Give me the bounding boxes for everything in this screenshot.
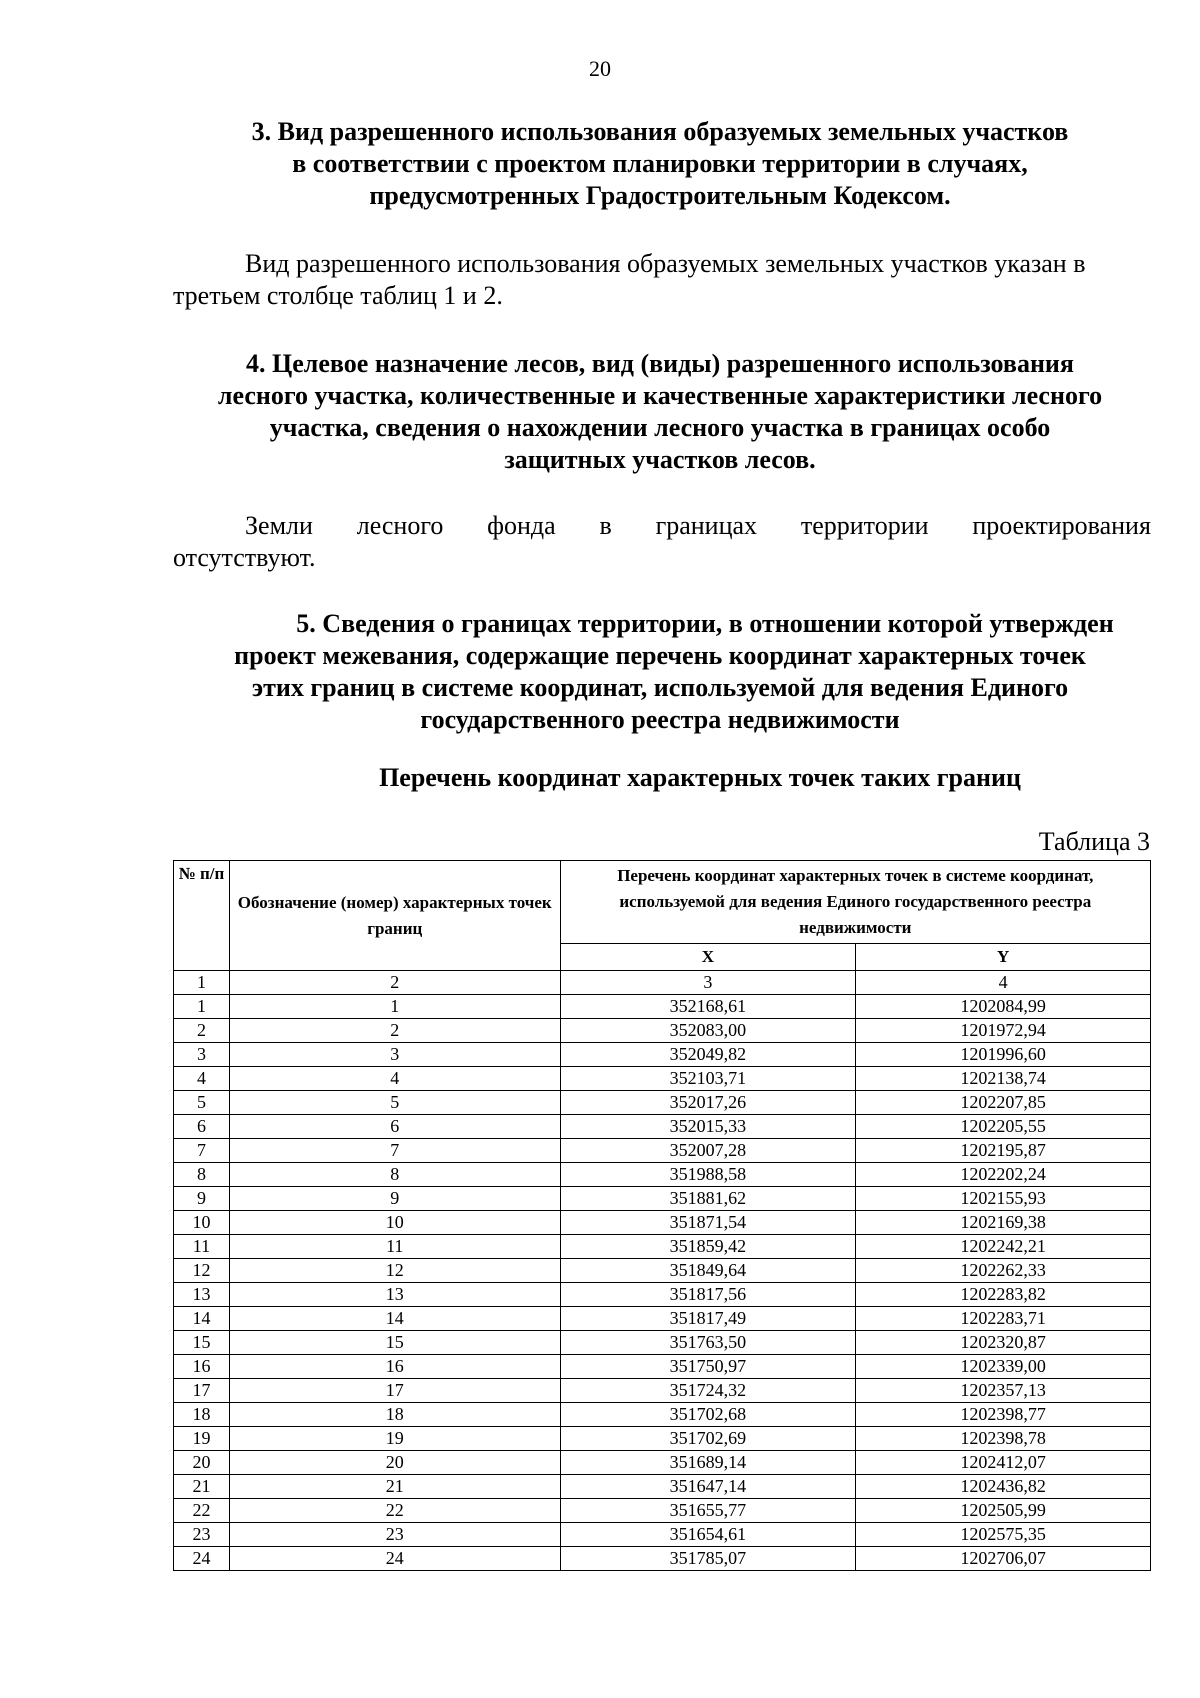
y-coordinate-cell: 1202205,55 — [856, 1115, 1151, 1139]
point-id-cell: 19 — [229, 1427, 560, 1451]
y-coordinate-cell: 1202398,78 — [856, 1427, 1151, 1451]
row-number-cell: 14 — [174, 1307, 230, 1331]
table-row — [174, 1403, 1151, 1427]
section-5-heading-line: 5. Сведения о границах территории, в отношении которой утвержден — [296, 609, 1114, 638]
x-coordinate-cell: 352015,33 — [560, 1115, 856, 1139]
table-row — [174, 1355, 1151, 1379]
section-4-heading-line: участка, сведения о нахождении лесного участка в границах особо — [269, 413, 1051, 442]
header-y: Y — [856, 944, 1151, 971]
row-number-cell: 12 — [174, 1259, 230, 1283]
section-3-paragraph: Вид разрешенного использования образуемых земельных участков указан в третьем столбце таблиц 1 и 2. — [173, 249, 1086, 310]
x-coordinate-cell: 351655,77 — [560, 1499, 856, 1523]
x-coordinate-cell: 351849,64 — [560, 1259, 856, 1283]
y-coordinate-cell: 1202320,87 — [856, 1331, 1151, 1355]
section-3-heading-line: 3. Вид разрешенного использования образуемых земельных участков — [251, 117, 1069, 146]
x-coordinate-cell: 351750,97 — [560, 1355, 856, 1379]
section-4-paragraph-line — [173, 510, 1151, 542]
word: проектирования — [972, 511, 1151, 540]
table-row — [174, 1187, 1151, 1211]
row-number-cell: 20 — [174, 1451, 230, 1475]
x-coordinate-cell: 352168,61 — [560, 995, 856, 1019]
table-row — [174, 1523, 1151, 1547]
table-row — [174, 1211, 1151, 1235]
table-row — [174, 1331, 1151, 1355]
table-caption: Таблица 3 — [1038, 827, 1150, 856]
header-coordinates: Перечень координат характерных точек в системе координат, используемой для ведения Единого государственного реестра недвижимости — [560, 861, 1150, 944]
numbering-cell: 3 — [560, 971, 856, 995]
coordinates-table — [173, 860, 1151, 1571]
section-4-heading-line: лесного участка, количественные и качественные характеристики лесного — [217, 381, 1103, 410]
y-coordinate-cell: 1202242,21 — [856, 1235, 1151, 1259]
row-number-cell: 4 — [174, 1067, 230, 1091]
row-number-cell: 11 — [174, 1235, 230, 1259]
point-id-cell: 8 — [229, 1163, 560, 1187]
table-row — [174, 1379, 1151, 1403]
y-coordinate-cell: 1202436,82 — [856, 1475, 1151, 1499]
row-number-cell: 22 — [174, 1499, 230, 1523]
table-row — [174, 1259, 1151, 1283]
point-id-cell: 12 — [229, 1259, 560, 1283]
row-number-cell: 23 — [174, 1523, 230, 1547]
point-id-cell: 18 — [229, 1403, 560, 1427]
x-coordinate-cell: 351724,32 — [560, 1379, 856, 1403]
x-coordinate-cell: 351817,49 — [560, 1307, 856, 1331]
table-row — [174, 1091, 1151, 1115]
section-5-heading — [170, 608, 1150, 736]
y-coordinate-cell: 1201996,60 — [856, 1043, 1151, 1067]
y-coordinate-cell: 1201972,94 — [856, 1019, 1151, 1043]
row-number-cell: 1 — [174, 995, 230, 1019]
y-coordinate-cell: 1202262,33 — [856, 1259, 1151, 1283]
word: фонда — [487, 511, 556, 540]
table-row — [174, 1235, 1151, 1259]
y-coordinate-cell: 1202283,71 — [856, 1307, 1151, 1331]
point-id-cell: 14 — [229, 1307, 560, 1331]
x-coordinate-cell: 351763,50 — [560, 1331, 856, 1355]
row-number-cell: 7 — [174, 1139, 230, 1163]
header-number: № п/п — [174, 861, 230, 971]
table-row — [174, 1451, 1151, 1475]
point-id-cell: 1 — [229, 995, 560, 1019]
section-4-paragraph-line: отсутствуют. — [173, 543, 316, 572]
point-id-cell: 3 — [229, 1043, 560, 1067]
point-id-cell: 4 — [229, 1067, 560, 1091]
y-coordinate-cell: 1202339,00 — [856, 1355, 1151, 1379]
y-coordinate-cell: 1202357,13 — [856, 1379, 1151, 1403]
point-id-cell: 6 — [229, 1115, 560, 1139]
word: в — [599, 511, 612, 540]
point-id-cell: 15 — [229, 1331, 560, 1355]
row-number-cell: 10 — [174, 1211, 230, 1235]
x-coordinate-cell: 351881,62 — [560, 1187, 856, 1211]
point-id-cell: 10 — [229, 1211, 560, 1235]
numbering-cell: 1 — [174, 971, 230, 995]
word: границах — [655, 511, 758, 540]
point-id-cell: 20 — [229, 1451, 560, 1475]
table-row — [174, 995, 1151, 1019]
x-coordinate-cell: 351785,07 — [560, 1547, 856, 1571]
point-id-cell: 13 — [229, 1283, 560, 1307]
x-coordinate-cell: 351988,58 — [560, 1163, 856, 1187]
y-coordinate-cell: 1202202,24 — [856, 1163, 1151, 1187]
row-number-cell: 5 — [174, 1091, 230, 1115]
word: лесного — [356, 511, 444, 540]
point-id-cell: 11 — [229, 1235, 560, 1259]
row-number-cell: 6 — [174, 1115, 230, 1139]
row-number-cell: 2 — [174, 1019, 230, 1043]
section-4-heading-line: защитных участков лесов. — [504, 445, 816, 474]
row-number-cell: 8 — [174, 1163, 230, 1187]
point-id-cell: 16 — [229, 1355, 560, 1379]
x-coordinate-cell: 352083,00 — [560, 1019, 856, 1043]
y-coordinate-cell: 1202412,07 — [856, 1451, 1151, 1475]
point-id-cell: 24 — [229, 1547, 560, 1571]
section-4-heading — [170, 348, 1150, 476]
table-row — [174, 1475, 1151, 1499]
y-coordinate-cell: 1202398,77 — [856, 1403, 1151, 1427]
point-id-cell: 9 — [229, 1187, 560, 1211]
x-coordinate-cell: 351859,42 — [560, 1235, 856, 1259]
y-coordinate-cell: 1202155,93 — [856, 1187, 1151, 1211]
x-coordinate-cell: 352007,28 — [560, 1139, 856, 1163]
table-row — [174, 1547, 1151, 1571]
x-coordinate-cell: 351702,68 — [560, 1403, 856, 1427]
y-coordinate-cell: 1202575,35 — [856, 1523, 1151, 1547]
table-row — [174, 1163, 1151, 1187]
x-coordinate-cell: 351817,56 — [560, 1283, 856, 1307]
table-row — [174, 1427, 1151, 1451]
x-coordinate-cell: 352049,82 — [560, 1043, 856, 1067]
point-id-cell: 21 — [229, 1475, 560, 1499]
y-coordinate-cell: 1202706,07 — [856, 1547, 1151, 1571]
y-coordinate-cell: 1202138,74 — [856, 1067, 1151, 1091]
point-id-cell: 23 — [229, 1523, 560, 1547]
row-number-cell: 21 — [174, 1475, 230, 1499]
x-coordinate-cell: 352017,26 — [560, 1091, 856, 1115]
y-coordinate-cell: 1202283,82 — [856, 1283, 1151, 1307]
point-id-cell: 7 — [229, 1139, 560, 1163]
table-title: Перечень координат характерных точек таких границ — [379, 763, 1021, 792]
point-id-cell: 22 — [229, 1499, 560, 1523]
numbering-cell: 2 — [229, 971, 560, 995]
x-coordinate-cell: 351871,54 — [560, 1211, 856, 1235]
row-number-cell: 3 — [174, 1043, 230, 1067]
header-point-designation: Обозначение (номер) характерных точек границ — [229, 861, 560, 971]
table-row — [174, 1499, 1151, 1523]
point-id-cell: 17 — [229, 1379, 560, 1403]
section-5-heading-line: государственного реестра недвижимости — [420, 705, 900, 734]
x-coordinate-cell: 351647,14 — [560, 1475, 856, 1499]
y-coordinate-cell: 1202084,99 — [856, 995, 1151, 1019]
point-id-cell: 5 — [229, 1091, 560, 1115]
table-row — [174, 1019, 1151, 1043]
row-number-cell: 16 — [174, 1355, 230, 1379]
x-coordinate-cell: 352103,71 — [560, 1067, 856, 1091]
table-row — [174, 1139, 1151, 1163]
page-number: 20 — [589, 56, 611, 81]
x-coordinate-cell: 351654,61 — [560, 1523, 856, 1547]
section-5-heading-line: этих границ в системе координат, используемой для ведения Единого — [251, 673, 1069, 702]
coordinates-table-body — [174, 995, 1151, 1571]
table-row — [174, 1307, 1151, 1331]
x-coordinate-cell: 351689,14 — [560, 1451, 856, 1475]
word: Земли — [245, 511, 313, 540]
word: территории — [800, 511, 929, 540]
section-4-heading-line: 4. Целевое назначение лесов, вид (виды) разрешенного использования — [246, 349, 1074, 378]
row-number-cell: 24 — [174, 1547, 230, 1571]
x-coordinate-cell: 351702,69 — [560, 1427, 856, 1451]
header-x: X — [560, 944, 856, 971]
section-4-paragraph — [173, 510, 1151, 574]
table-row — [174, 1067, 1151, 1091]
table-row — [174, 1115, 1151, 1139]
section-5-heading-line: проект межевания, содержащие перечень координат характерных точек — [234, 641, 1086, 670]
row-number-cell: 13 — [174, 1283, 230, 1307]
table-row — [174, 1283, 1151, 1307]
table-row — [174, 1043, 1151, 1067]
section-3-heading — [170, 116, 1150, 212]
point-id-cell: 2 — [229, 1019, 560, 1043]
row-number-cell: 18 — [174, 1403, 230, 1427]
row-number-cell: 15 — [174, 1331, 230, 1355]
y-coordinate-cell: 1202505,99 — [856, 1499, 1151, 1523]
y-coordinate-cell: 1202195,87 — [856, 1139, 1151, 1163]
y-coordinate-cell: 1202207,85 — [856, 1091, 1151, 1115]
row-number-cell: 19 — [174, 1427, 230, 1451]
section-3-heading-line: в соответствии с проектом планировки территории в случаях, — [292, 149, 1028, 178]
row-number-cell: 17 — [174, 1379, 230, 1403]
section-3-heading-line: предусмотренных Градостроительным Кодексом. — [369, 181, 951, 210]
numbering-cell: 4 — [856, 971, 1151, 995]
row-number-cell: 9 — [174, 1187, 230, 1211]
y-coordinate-cell: 1202169,38 — [856, 1211, 1151, 1235]
